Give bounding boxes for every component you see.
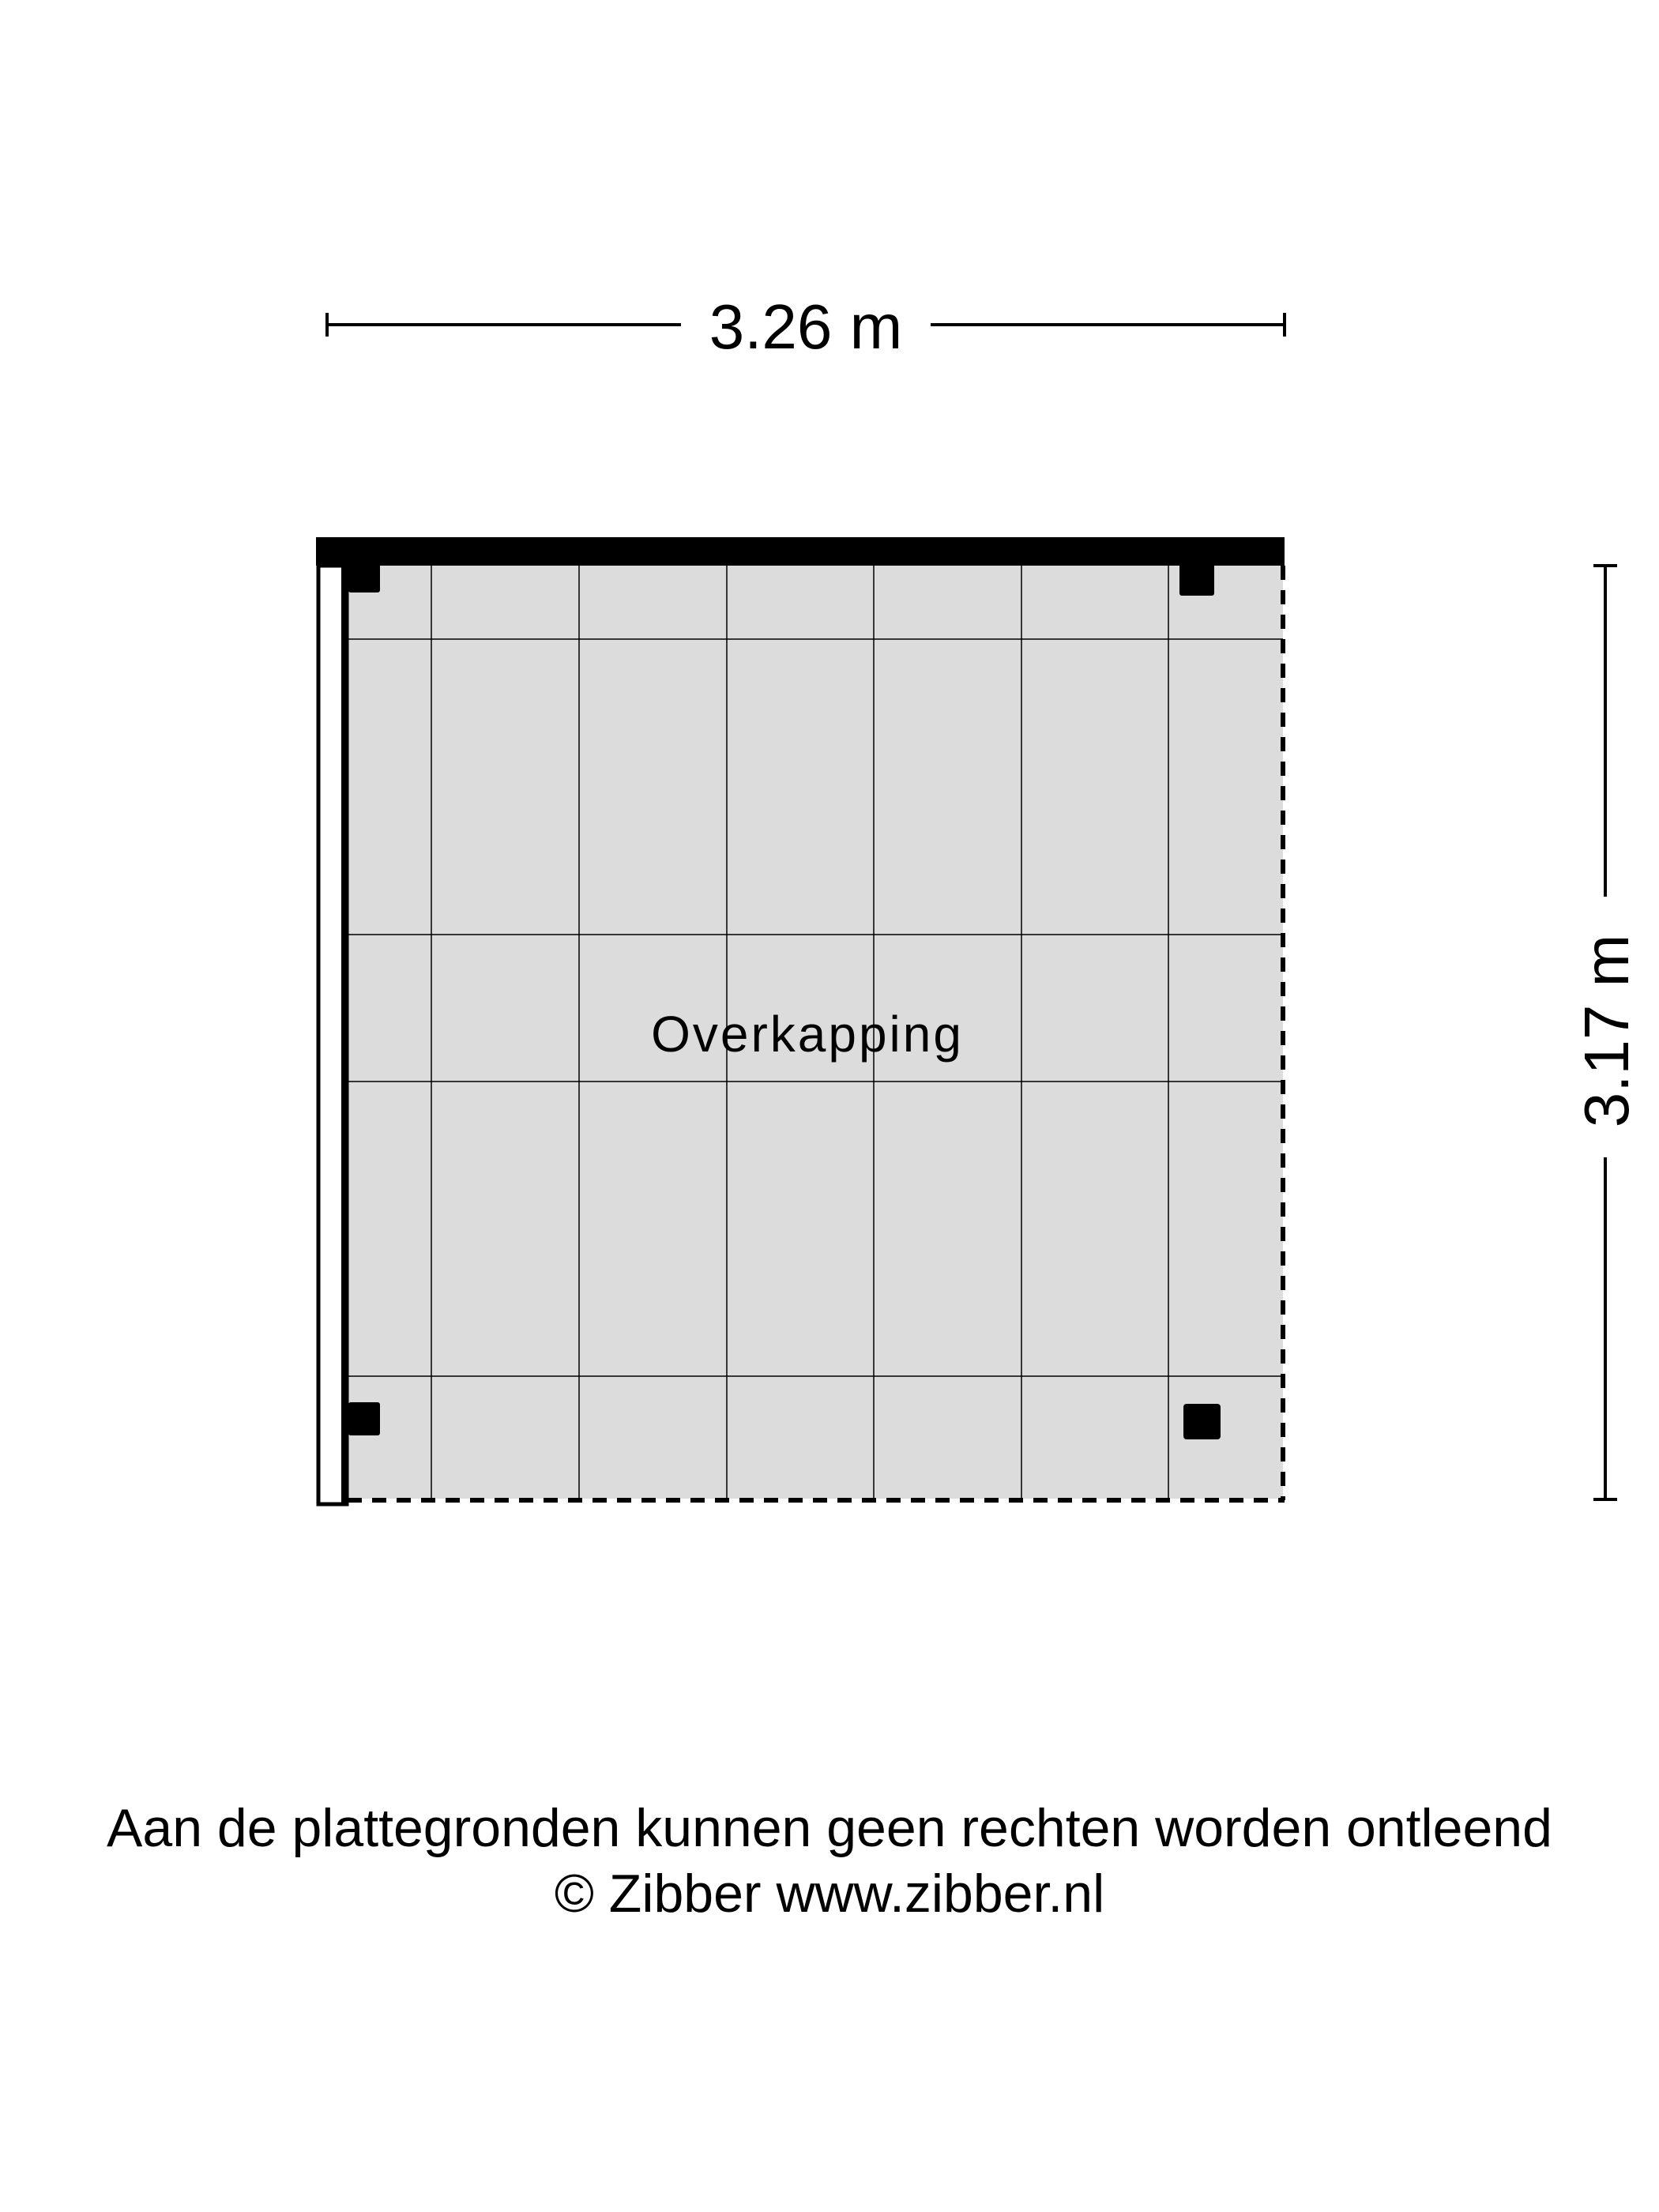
width-dimension-label: 3.26 m <box>709 292 903 362</box>
wall-left <box>318 566 347 1504</box>
disclaimer-text: Aan de plattegronden kunnen geen rechten worden ontleend <box>107 1798 1552 1858</box>
post-bottom-left <box>348 1402 380 1435</box>
post-top-right <box>1179 562 1214 596</box>
depth-dimension-label: 3.17 m <box>1571 934 1642 1128</box>
wall-left-inner-shadow <box>341 566 347 1504</box>
width-dimension <box>327 292 1285 362</box>
room-label: Overkapping <box>651 1006 964 1063</box>
copyright-text: © Zibber www.zibber.nl <box>554 1864 1105 1924</box>
depth-dimension <box>1571 566 1642 1499</box>
post-top-left <box>348 562 380 592</box>
post-bottom-right <box>1183 1404 1221 1439</box>
wall-top <box>316 537 1285 566</box>
